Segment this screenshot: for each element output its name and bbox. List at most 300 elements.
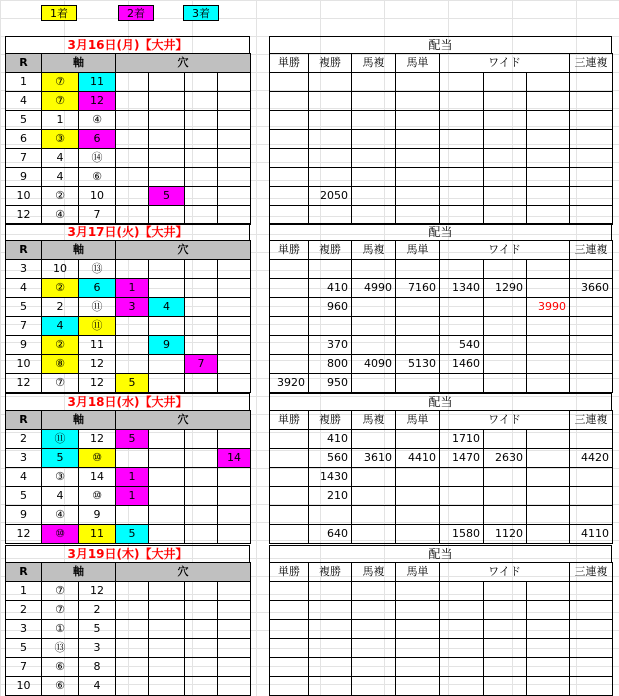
payout-cell[interactable] (527, 677, 570, 696)
longshot-pick-cell[interactable] (185, 506, 218, 525)
longshot-pick-cell[interactable] (218, 658, 251, 677)
payout-cell[interactable] (484, 430, 527, 449)
axis-pick-cell[interactable]: ⑪ (42, 430, 79, 449)
payout-cell[interactable] (352, 149, 396, 168)
longshot-pick-cell[interactable] (149, 206, 185, 225)
payout-cell[interactable] (270, 130, 309, 149)
longshot-pick-cell[interactable] (149, 92, 185, 111)
payout-cell[interactable]: 1460 (440, 355, 484, 374)
payout-cell[interactable] (570, 92, 613, 111)
axis-pick-cell[interactable]: ⑥ (42, 658, 79, 677)
axis-pick-cell[interactable]: ③ (42, 468, 79, 487)
payout-cell[interactable] (396, 506, 440, 525)
longshot-pick-cell[interactable] (149, 279, 185, 298)
payout-cell[interactable] (352, 317, 396, 336)
payout-cell[interactable] (270, 355, 309, 374)
payout-cell[interactable] (352, 92, 396, 111)
axis-pick-cell[interactable]: ② (42, 336, 79, 355)
axis-pick-cell[interactable]: ⑪ (79, 317, 116, 336)
payout-cell[interactable] (352, 374, 396, 393)
payout-cell[interactable] (527, 506, 570, 525)
payout-cell[interactable] (396, 620, 440, 639)
payout-cell[interactable]: 4110 (570, 525, 613, 544)
longshot-pick-cell[interactable] (185, 620, 218, 639)
payout-cell[interactable]: 1430 (309, 468, 352, 487)
longshot-pick-cell[interactable] (116, 355, 149, 374)
payout-cell[interactable] (527, 168, 570, 187)
payout-cell[interactable] (352, 582, 396, 601)
payout-cell[interactable] (309, 601, 352, 620)
payout-cell[interactable]: 1580 (440, 525, 484, 544)
axis-pick-cell[interactable]: ⑥ (42, 677, 79, 696)
payout-cell[interactable] (527, 658, 570, 677)
axis-pick-cell[interactable]: ② (42, 279, 79, 298)
payout-cell[interactable] (396, 92, 440, 111)
payout-cell[interactable] (352, 658, 396, 677)
axis-pick-cell[interactable]: ⑬ (79, 260, 116, 279)
payout-cell[interactable]: 1470 (440, 449, 484, 468)
payout-cell[interactable] (440, 601, 484, 620)
race-number-cell[interactable]: 10 (6, 187, 42, 206)
payout-cell[interactable] (570, 430, 613, 449)
longshot-pick-cell[interactable] (116, 677, 149, 696)
longshot-pick-cell[interactable] (185, 187, 218, 206)
payout-cell[interactable] (352, 111, 396, 130)
longshot-pick-cell[interactable] (218, 111, 251, 130)
longshot-pick-cell[interactable] (185, 525, 218, 544)
axis-pick-cell[interactable]: 9 (79, 506, 116, 525)
payout-cell[interactable] (570, 355, 613, 374)
payout-cell[interactable] (270, 449, 309, 468)
payout-cell[interactable] (440, 73, 484, 92)
payout-cell[interactable] (484, 336, 527, 355)
payout-cell[interactable] (440, 487, 484, 506)
payout-cell[interactable] (527, 92, 570, 111)
axis-pick-cell[interactable]: 8 (79, 658, 116, 677)
longshot-pick-cell[interactable] (116, 73, 149, 92)
payout-cell[interactable] (396, 582, 440, 601)
longshot-pick-cell[interactable] (185, 336, 218, 355)
longshot-pick-cell[interactable] (218, 374, 251, 393)
payout-cell[interactable] (270, 430, 309, 449)
longshot-pick-cell[interactable] (149, 658, 185, 677)
payout-cell[interactable] (396, 73, 440, 92)
payout-cell[interactable]: 4420 (570, 449, 613, 468)
payout-cell[interactable] (440, 506, 484, 525)
payout-cell[interactable] (527, 449, 570, 468)
payout-cell[interactable] (270, 620, 309, 639)
longshot-pick-cell[interactable] (218, 206, 251, 225)
longshot-pick-cell[interactable] (185, 449, 218, 468)
payout-cell[interactable] (527, 374, 570, 393)
payout-cell[interactable] (270, 149, 309, 168)
payout-cell[interactable] (396, 525, 440, 544)
longshot-pick-cell[interactable]: 4 (149, 298, 185, 317)
longshot-pick-cell[interactable] (185, 298, 218, 317)
longshot-pick-cell[interactable] (185, 168, 218, 187)
payout-cell[interactable] (484, 130, 527, 149)
longshot-pick-cell[interactable] (149, 73, 185, 92)
payout-cell[interactable] (570, 260, 613, 279)
axis-pick-cell[interactable]: 11 (79, 336, 116, 355)
longshot-pick-cell[interactable] (116, 601, 149, 620)
payout-cell[interactable]: 1710 (440, 430, 484, 449)
payout-cell[interactable] (270, 582, 309, 601)
axis-pick-cell[interactable]: 11 (79, 525, 116, 544)
axis-pick-cell[interactable]: 5 (79, 620, 116, 639)
payout-cell[interactable] (527, 336, 570, 355)
longshot-pick-cell[interactable] (149, 582, 185, 601)
payout-cell[interactable] (270, 525, 309, 544)
longshot-pick-cell[interactable]: 5 (149, 187, 185, 206)
axis-pick-cell[interactable]: ④ (42, 506, 79, 525)
payout-cell[interactable]: 800 (309, 355, 352, 374)
race-number-cell[interactable]: 12 (6, 374, 42, 393)
race-number-cell[interactable]: 12 (6, 525, 42, 544)
payout-cell[interactable] (440, 468, 484, 487)
payout-cell[interactable] (527, 601, 570, 620)
payout-cell[interactable] (309, 92, 352, 111)
payout-cell[interactable] (570, 374, 613, 393)
payout-cell[interactable]: 560 (309, 449, 352, 468)
race-number-cell[interactable]: 3 (6, 260, 42, 279)
payout-cell[interactable] (570, 187, 613, 206)
longshot-pick-cell[interactable] (185, 111, 218, 130)
longshot-pick-cell[interactable] (218, 279, 251, 298)
longshot-pick-cell[interactable] (116, 260, 149, 279)
axis-pick-cell[interactable]: ⑧ (42, 355, 79, 374)
longshot-pick-cell[interactable]: 5 (116, 430, 149, 449)
payout-cell[interactable] (484, 298, 527, 317)
payout-cell[interactable] (484, 506, 527, 525)
longshot-pick-cell[interactable] (149, 374, 185, 393)
payout-cell[interactable] (352, 206, 396, 225)
payout-cell[interactable] (396, 187, 440, 206)
longshot-pick-cell[interactable] (116, 639, 149, 658)
longshot-pick-cell[interactable] (149, 168, 185, 187)
payout-cell[interactable]: 2050 (309, 187, 352, 206)
race-number-cell[interactable]: 9 (6, 336, 42, 355)
payout-cell[interactable] (309, 149, 352, 168)
payout-cell[interactable] (352, 677, 396, 696)
payout-cell[interactable] (570, 206, 613, 225)
race-number-cell[interactable]: 5 (6, 111, 42, 130)
race-number-cell[interactable]: 7 (6, 317, 42, 336)
payout-cell[interactable]: 5130 (396, 355, 440, 374)
axis-pick-cell[interactable]: ⑩ (79, 487, 116, 506)
payout-cell[interactable]: 3990 (527, 298, 570, 317)
payout-cell[interactable] (440, 168, 484, 187)
longshot-pick-cell[interactable] (218, 582, 251, 601)
race-number-cell[interactable]: 1 (6, 73, 42, 92)
payout-cell[interactable] (527, 317, 570, 336)
axis-pick-cell[interactable]: 10 (42, 260, 79, 279)
axis-pick-cell[interactable]: ⑬ (42, 639, 79, 658)
payout-cell[interactable] (570, 111, 613, 130)
payout-cell[interactable] (270, 658, 309, 677)
race-number-cell[interactable]: 5 (6, 487, 42, 506)
longshot-pick-cell[interactable] (218, 130, 251, 149)
payout-cell[interactable] (440, 260, 484, 279)
payout-cell[interactable] (484, 487, 527, 506)
payout-cell[interactable] (270, 639, 309, 658)
payout-cell[interactable]: 3660 (570, 279, 613, 298)
payout-cell[interactable] (270, 487, 309, 506)
payout-cell[interactable] (484, 620, 527, 639)
payout-cell[interactable] (527, 73, 570, 92)
payout-cell[interactable] (484, 111, 527, 130)
payout-cell[interactable] (570, 336, 613, 355)
longshot-pick-cell[interactable] (116, 449, 149, 468)
payout-cell[interactable] (570, 582, 613, 601)
payout-cell[interactable] (570, 468, 613, 487)
payout-cell[interactable] (484, 639, 527, 658)
payout-cell[interactable]: 2630 (484, 449, 527, 468)
longshot-pick-cell[interactable] (218, 298, 251, 317)
longshot-pick-cell[interactable] (218, 149, 251, 168)
payout-cell[interactable] (527, 639, 570, 658)
payout-cell[interactable] (352, 506, 396, 525)
payout-cell[interactable]: 370 (309, 336, 352, 355)
payout-cell[interactable] (396, 260, 440, 279)
payout-cell[interactable] (440, 187, 484, 206)
payout-cell[interactable] (352, 298, 396, 317)
longshot-pick-cell[interactable] (116, 506, 149, 525)
payout-cell[interactable] (352, 430, 396, 449)
payout-cell[interactable] (440, 639, 484, 658)
longshot-pick-cell[interactable] (149, 677, 185, 696)
longshot-pick-cell[interactable] (116, 130, 149, 149)
payout-cell[interactable] (352, 336, 396, 355)
longshot-pick-cell[interactable] (149, 525, 185, 544)
longshot-pick-cell[interactable] (149, 468, 185, 487)
payout-cell[interactable] (309, 677, 352, 696)
payout-cell[interactable] (309, 111, 352, 130)
payout-cell[interactable] (527, 430, 570, 449)
payout-cell[interactable] (270, 506, 309, 525)
payout-cell[interactable] (484, 260, 527, 279)
axis-pick-cell[interactable]: 3 (79, 639, 116, 658)
race-number-cell[interactable]: 5 (6, 298, 42, 317)
payout-cell[interactable] (570, 620, 613, 639)
axis-pick-cell[interactable]: ⑪ (79, 298, 116, 317)
axis-pick-cell[interactable]: ⑭ (79, 149, 116, 168)
payout-cell[interactable] (527, 468, 570, 487)
payout-cell[interactable] (396, 206, 440, 225)
race-number-cell[interactable]: 10 (6, 677, 42, 696)
race-number-cell[interactable]: 3 (6, 620, 42, 639)
payout-cell[interactable] (352, 130, 396, 149)
payout-cell[interactable] (396, 149, 440, 168)
axis-pick-cell[interactable]: 6 (79, 130, 116, 149)
payout-cell[interactable] (352, 487, 396, 506)
payout-cell[interactable] (270, 601, 309, 620)
axis-pick-cell[interactable]: ⑦ (42, 601, 79, 620)
payout-cell[interactable] (270, 468, 309, 487)
payout-cell[interactable] (270, 298, 309, 317)
race-number-cell[interactable]: 1 (6, 582, 42, 601)
longshot-pick-cell[interactable] (116, 658, 149, 677)
race-number-cell[interactable]: 12 (6, 206, 42, 225)
payout-cell[interactable] (570, 639, 613, 658)
payout-cell[interactable] (396, 336, 440, 355)
payout-cell[interactable] (527, 206, 570, 225)
payout-cell[interactable]: 960 (309, 298, 352, 317)
longshot-pick-cell[interactable] (149, 317, 185, 336)
payout-cell[interactable] (396, 130, 440, 149)
longshot-pick-cell[interactable] (185, 92, 218, 111)
payout-cell[interactable]: 7160 (396, 279, 440, 298)
payout-cell[interactable] (309, 620, 352, 639)
axis-pick-cell[interactable]: ③ (42, 130, 79, 149)
longshot-pick-cell[interactable] (149, 355, 185, 374)
longshot-pick-cell[interactable] (149, 620, 185, 639)
payout-cell[interactable] (570, 677, 613, 696)
payout-cell[interactable] (396, 298, 440, 317)
payout-cell[interactable] (352, 168, 396, 187)
payout-cell[interactable] (440, 111, 484, 130)
payout-cell[interactable] (309, 73, 352, 92)
payout-cell[interactable] (570, 317, 613, 336)
payout-cell[interactable] (570, 168, 613, 187)
longshot-pick-cell[interactable] (218, 620, 251, 639)
axis-pick-cell[interactable]: ⑦ (42, 374, 79, 393)
longshot-pick-cell[interactable] (116, 168, 149, 187)
axis-pick-cell[interactable]: 4 (42, 317, 79, 336)
payout-cell[interactable] (484, 317, 527, 336)
payout-cell[interactable] (484, 92, 527, 111)
longshot-pick-cell[interactable]: 5 (116, 525, 149, 544)
longshot-pick-cell[interactable] (116, 620, 149, 639)
payout-cell[interactable] (270, 168, 309, 187)
longshot-pick-cell[interactable] (185, 374, 218, 393)
payout-cell[interactable] (352, 525, 396, 544)
payout-cell[interactable] (484, 73, 527, 92)
payout-cell[interactable] (570, 298, 613, 317)
payout-cell[interactable] (484, 601, 527, 620)
payout-cell[interactable] (270, 92, 309, 111)
longshot-pick-cell[interactable] (185, 582, 218, 601)
payout-cell[interactable] (527, 130, 570, 149)
payout-cell[interactable] (352, 187, 396, 206)
payout-cell[interactable] (309, 639, 352, 658)
longshot-pick-cell[interactable] (185, 206, 218, 225)
race-number-cell[interactable]: 9 (6, 168, 42, 187)
payout-cell[interactable] (440, 374, 484, 393)
payout-cell[interactable] (309, 260, 352, 279)
longshot-pick-cell[interactable] (185, 468, 218, 487)
longshot-pick-cell[interactable] (116, 92, 149, 111)
longshot-pick-cell[interactable] (185, 130, 218, 149)
axis-pick-cell[interactable]: ⑥ (79, 168, 116, 187)
longshot-pick-cell[interactable] (185, 658, 218, 677)
axis-pick-cell[interactable]: 2 (42, 298, 79, 317)
longshot-pick-cell[interactable] (185, 677, 218, 696)
payout-cell[interactable] (270, 187, 309, 206)
longshot-pick-cell[interactable] (116, 206, 149, 225)
payout-cell[interactable] (309, 658, 352, 677)
payout-cell[interactable] (527, 279, 570, 298)
longshot-pick-cell[interactable] (149, 601, 185, 620)
payout-cell[interactable] (270, 279, 309, 298)
longshot-pick-cell[interactable] (149, 430, 185, 449)
payout-cell[interactable] (309, 317, 352, 336)
longshot-pick-cell[interactable]: 14 (218, 449, 251, 468)
payout-cell[interactable] (352, 639, 396, 658)
axis-pick-cell[interactable]: 12 (79, 430, 116, 449)
payout-cell[interactable] (527, 111, 570, 130)
payout-cell[interactable] (570, 130, 613, 149)
payout-cell[interactable] (396, 487, 440, 506)
longshot-pick-cell[interactable] (149, 449, 185, 468)
longshot-pick-cell[interactable] (218, 677, 251, 696)
race-number-cell[interactable]: 6 (6, 130, 42, 149)
longshot-pick-cell[interactable] (149, 130, 185, 149)
payout-cell[interactable]: 410 (309, 430, 352, 449)
payout-cell[interactable] (570, 73, 613, 92)
payout-cell[interactable]: 1340 (440, 279, 484, 298)
axis-pick-cell[interactable]: ② (42, 187, 79, 206)
longshot-pick-cell[interactable] (185, 149, 218, 168)
payout-cell[interactable] (484, 206, 527, 225)
payout-cell[interactable] (440, 130, 484, 149)
longshot-pick-cell[interactable] (185, 317, 218, 336)
payout-cell[interactable] (484, 582, 527, 601)
payout-cell[interactable]: 4990 (352, 279, 396, 298)
longshot-pick-cell[interactable] (218, 187, 251, 206)
longshot-pick-cell[interactable] (218, 168, 251, 187)
race-number-cell[interactable]: 2 (6, 601, 42, 620)
longshot-pick-cell[interactable] (116, 149, 149, 168)
payout-cell[interactable] (484, 149, 527, 168)
axis-pick-cell[interactable]: 5 (42, 449, 79, 468)
longshot-pick-cell[interactable]: 3 (116, 298, 149, 317)
longshot-pick-cell[interactable]: 5 (116, 374, 149, 393)
longshot-pick-cell[interactable] (218, 430, 251, 449)
axis-pick-cell[interactable]: 14 (79, 468, 116, 487)
payout-cell[interactable] (440, 92, 484, 111)
payout-cell[interactable] (352, 620, 396, 639)
longshot-pick-cell[interactable] (185, 260, 218, 279)
axis-pick-cell[interactable]: ① (42, 620, 79, 639)
payout-cell[interactable] (352, 468, 396, 487)
axis-pick-cell[interactable]: 12 (79, 374, 116, 393)
axis-pick-cell[interactable]: ⑦ (42, 73, 79, 92)
payout-cell[interactable] (570, 149, 613, 168)
payout-cell[interactable] (527, 487, 570, 506)
longshot-pick-cell[interactable] (218, 260, 251, 279)
payout-cell[interactable] (396, 468, 440, 487)
race-number-cell[interactable]: 4 (6, 468, 42, 487)
longshot-pick-cell[interactable] (185, 430, 218, 449)
longshot-pick-cell[interactable] (149, 487, 185, 506)
longshot-pick-cell[interactable] (149, 639, 185, 658)
longshot-pick-cell[interactable] (218, 317, 251, 336)
race-number-cell[interactable]: 10 (6, 355, 42, 374)
payout-cell[interactable] (396, 168, 440, 187)
longshot-pick-cell[interactable] (116, 582, 149, 601)
payout-cell[interactable] (270, 336, 309, 355)
payout-cell[interactable]: 4410 (396, 449, 440, 468)
axis-pick-cell[interactable]: 10 (79, 187, 116, 206)
payout-cell[interactable] (396, 639, 440, 658)
longshot-pick-cell[interactable] (185, 601, 218, 620)
payout-cell[interactable] (270, 111, 309, 130)
payout-cell[interactable] (484, 187, 527, 206)
longshot-pick-cell[interactable] (185, 487, 218, 506)
payout-cell[interactable] (396, 430, 440, 449)
payout-cell[interactable] (396, 658, 440, 677)
